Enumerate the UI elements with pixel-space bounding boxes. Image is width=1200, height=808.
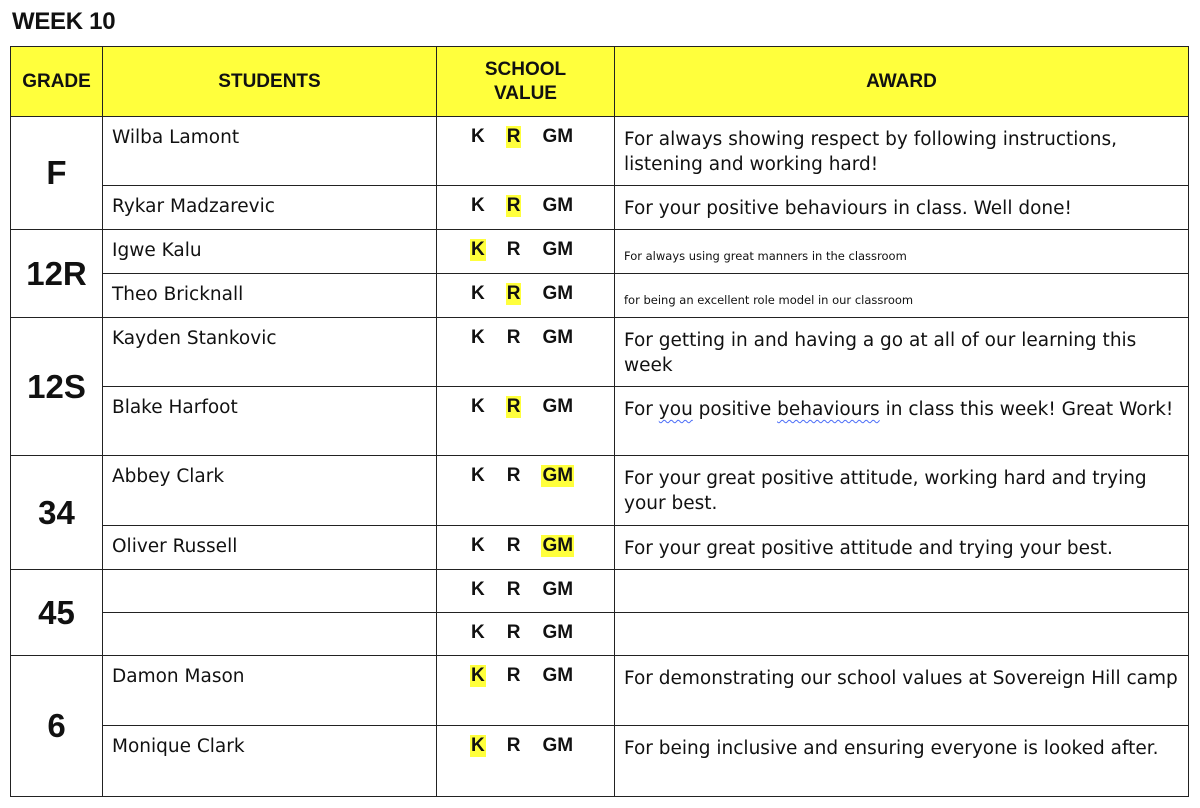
value-r[interactable]: R [506, 465, 521, 486]
value-k[interactable]: K [471, 465, 485, 486]
value-gm-selected[interactable]: GM [542, 465, 574, 486]
value-r-selected[interactable]: R [506, 126, 521, 147]
school-value-cell [437, 526, 615, 570]
school-value-cell [437, 387, 615, 456]
value-gm[interactable]: GM [542, 283, 574, 304]
value-k[interactable]: K [471, 283, 485, 304]
school-value-options [437, 126, 614, 148]
header-row [11, 47, 1189, 117]
header-school-value-line2: VALUE [494, 82, 557, 104]
value-r[interactable]: R [506, 665, 521, 686]
value-gm[interactable]: GM [542, 239, 574, 260]
student-name[interactable]: Oliver Russell [103, 526, 437, 570]
student-name[interactable] [103, 570, 437, 613]
value-gm-selected[interactable]: GM [542, 535, 574, 556]
value-gm[interactable]: GM [542, 195, 574, 216]
award-text-part: positive [692, 399, 778, 420]
value-k-selected[interactable]: K [471, 735, 485, 756]
spellcheck-word: behaviours [777, 399, 880, 420]
header-school-value-line1: SCHOOL [484, 58, 567, 80]
award-text[interactable]: For your great positive attitude, working hard and trying your best. [615, 456, 1189, 526]
value-r-selected[interactable]: R [506, 195, 521, 216]
grade-cell: 34 [11, 456, 103, 570]
table-row [11, 274, 1189, 318]
school-value-options [437, 579, 614, 601]
school-value-options [437, 465, 614, 487]
award-text-part: in class this week! Great Work! [879, 399, 1174, 420]
student-name[interactable]: Theo Bricknall [103, 274, 437, 318]
school-value-cell [437, 117, 615, 186]
table-row [11, 613, 1189, 656]
table-row [11, 656, 1189, 726]
table-row [11, 526, 1189, 570]
page-title: WEEK 10 [12, 8, 116, 35]
table-row [11, 230, 1189, 274]
school-value-cell [437, 726, 615, 797]
table-row [11, 186, 1189, 230]
value-gm[interactable]: GM [542, 735, 574, 756]
student-name[interactable]: Monique Clark [103, 726, 437, 797]
value-r[interactable]: R [506, 535, 521, 556]
value-k[interactable]: K [471, 579, 485, 600]
value-k[interactable]: K [471, 622, 485, 643]
table-row [11, 387, 1189, 456]
value-gm[interactable]: GM [542, 396, 574, 417]
school-value-cell [437, 186, 615, 230]
value-gm[interactable]: GM [542, 126, 574, 147]
table-row [11, 456, 1189, 526]
award-text[interactable] [615, 387, 1189, 456]
value-k[interactable]: K [471, 535, 485, 556]
value-k[interactable]: K [471, 195, 485, 216]
value-gm[interactable]: GM [542, 327, 574, 348]
award-text[interactable]: for being an excellent role model in our classroom [615, 274, 1189, 318]
value-gm[interactable]: GM [542, 665, 574, 686]
school-value-options [437, 327, 614, 349]
value-k[interactable]: K [471, 126, 485, 147]
value-r[interactable]: R [506, 327, 521, 348]
value-r[interactable]: R [506, 239, 521, 260]
award-text-part: For [624, 399, 659, 420]
award-text[interactable]: For always using great manners in the classroom [615, 230, 1189, 274]
value-k-selected[interactable]: K [471, 665, 485, 686]
school-value-cell [437, 570, 615, 613]
student-name[interactable]: Igwe Kalu [103, 230, 437, 274]
school-value-cell [437, 456, 615, 526]
school-value-options [437, 283, 614, 305]
header-grade: GRADE [11, 47, 103, 117]
award-text[interactable]: For being inclusive and ensuring everyone is looked after. [615, 726, 1189, 797]
value-r-selected[interactable]: R [506, 283, 521, 304]
awards-table [10, 46, 1189, 797]
table-row [11, 318, 1189, 387]
school-value-options [437, 195, 614, 217]
grade-cell: 12S [11, 318, 103, 456]
award-text[interactable] [615, 613, 1189, 656]
table-row [11, 726, 1189, 797]
school-value-cell [437, 230, 615, 274]
school-value-cell [437, 274, 615, 318]
award-text[interactable]: For your great positive attitude and trying your best. [615, 526, 1189, 570]
value-k[interactable]: K [471, 396, 485, 417]
award-text[interactable]: For your positive behaviours in class. Well done! [615, 186, 1189, 230]
school-value-cell [437, 318, 615, 387]
value-gm[interactable]: GM [542, 579, 574, 600]
value-r[interactable]: R [506, 622, 521, 643]
award-text[interactable] [615, 570, 1189, 613]
value-r[interactable]: R [506, 579, 521, 600]
grade-cell: 6 [11, 656, 103, 797]
student-name[interactable] [103, 613, 437, 656]
school-value-options [437, 396, 614, 418]
value-r-selected[interactable]: R [506, 396, 521, 417]
award-text[interactable]: For getting in and having a go at all of our learning this week [615, 318, 1189, 387]
student-name[interactable]: Damon Mason [103, 656, 437, 726]
grade-cell: 12R [11, 230, 103, 318]
table-row [11, 117, 1189, 186]
award-text[interactable]: For always showing respect by following instructions, listening and working hard! [615, 117, 1189, 186]
student-name[interactable]: Rykar Madzarevic [103, 186, 437, 230]
value-r[interactable]: R [506, 735, 521, 756]
award-text[interactable]: For demonstrating our school values at Sovereign Hill camp [615, 656, 1189, 726]
student-name[interactable]: Blake Harfoot [103, 387, 437, 456]
school-value-options [437, 535, 614, 557]
spellcheck-word: you [658, 399, 693, 420]
value-gm[interactable]: GM [542, 622, 574, 643]
school-value-options [437, 239, 614, 261]
school-value-options [437, 735, 614, 757]
value-k-selected[interactable]: K [471, 239, 485, 260]
table-row [11, 570, 1189, 613]
student-name[interactable]: Wilba Lamont [103, 117, 437, 186]
student-name[interactable]: Abbey Clark [103, 456, 437, 526]
school-value-options [437, 622, 614, 644]
value-k[interactable]: K [471, 327, 485, 348]
header-school-value [437, 47, 615, 117]
header-award: AWARD [615, 47, 1189, 117]
grade-cell: 45 [11, 570, 103, 656]
school-value-cell [437, 656, 615, 726]
school-value-cell [437, 613, 615, 656]
school-value-options [437, 665, 614, 687]
header-students: STUDENTS [103, 47, 437, 117]
grade-cell: F [11, 117, 103, 230]
student-name[interactable]: Kayden Stankovic [103, 318, 437, 387]
